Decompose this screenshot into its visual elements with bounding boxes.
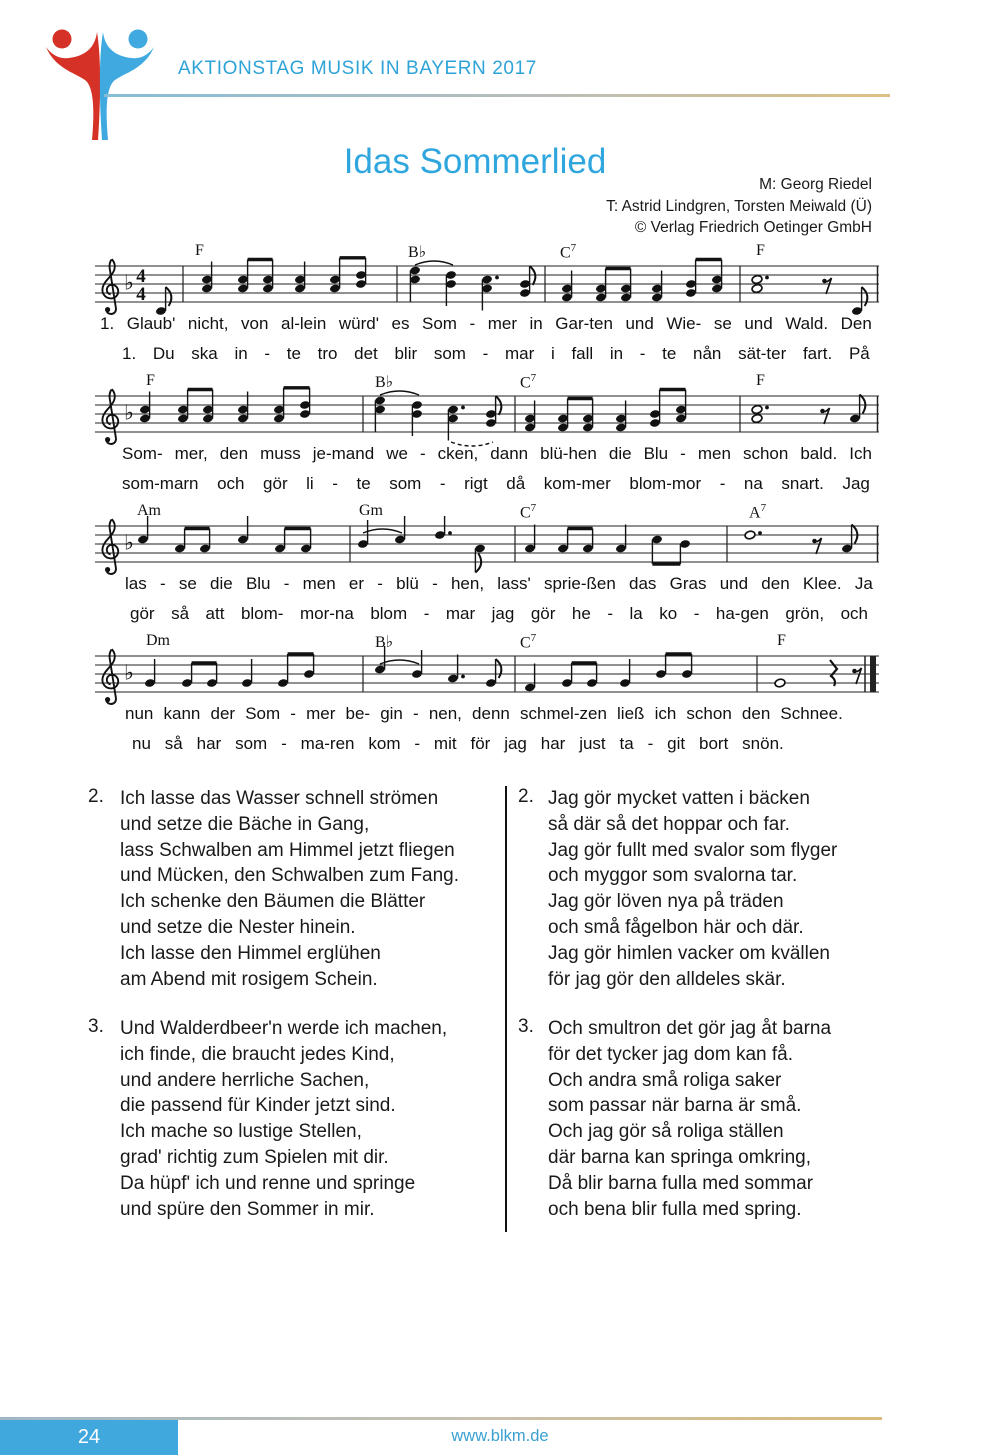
lyrics-line-german: [100, 314, 872, 334]
lyric-syllable: grön,: [785, 604, 825, 623]
chord-symbol: Gm: [359, 502, 383, 519]
lyric-syllable: jag: [491, 604, 515, 623]
lyric-syllable: schon: [686, 704, 732, 723]
lyric-syllable: Glaub': [126, 314, 176, 333]
lyric-syllable: ta: [619, 734, 634, 753]
lyric-syllable: mor-na: [299, 604, 354, 623]
verse-line: och bena blir fulla med spring.: [548, 1198, 802, 1220]
lyric-syllable: som: [235, 734, 268, 753]
lyric-syllable: -: [482, 344, 489, 363]
lyric-syllable: för: [470, 734, 491, 753]
lyric-syllable: tro: [317, 344, 338, 363]
aktionstag-logo: [44, 26, 156, 144]
eighth-flag: [860, 395, 866, 414]
eighth-rest: [824, 408, 830, 424]
eighth-rest: [826, 278, 832, 294]
lyric-syllable: cken,: [437, 444, 479, 463]
notehead: [751, 405, 762, 415]
lyric-syllable: und: [719, 574, 749, 593]
lyric-syllable: men: [697, 444, 731, 463]
verse-line: Jag gör löven nya på träden: [548, 891, 784, 913]
lyric-syllable: den: [761, 574, 790, 593]
lyric-syllable: har: [196, 734, 222, 753]
verse-line: und Mücken, den Schwalben zum Fang.: [120, 865, 460, 887]
footer-url: www.blkm.de: [451, 1427, 549, 1445]
chord-symbol: F: [777, 632, 786, 649]
credit-text: T: Astrid Lindgren, Torsten Meiwald (Ü): [606, 197, 872, 215]
flat-sign: ♭: [124, 530, 134, 555]
lyric-syllable: blü-hen: [540, 444, 597, 463]
lyric-syllable: Gar-ten: [555, 314, 613, 333]
lyric-syllable: ich: [654, 704, 677, 723]
time-signature: 4: [136, 266, 146, 287]
lyric-syllable: Schnee.: [780, 704, 843, 723]
chord-extension: 7: [570, 242, 577, 254]
eighth-flag: [496, 659, 502, 678]
lyrics-line-german: [125, 574, 873, 594]
chord-symbol: B♭: [408, 244, 427, 261]
verse-line: Och smultron det gör jag åt barna: [548, 1018, 832, 1039]
lyric-syllable: denn: [472, 704, 510, 723]
credits-block: [606, 174, 872, 239]
lyric-syllable: -: [264, 344, 271, 363]
eighth-rest: [816, 538, 822, 554]
notehead: [751, 284, 762, 294]
lyric-syllable: det: [354, 344, 378, 363]
verse-line: Jag gör mycket vatten i bäcken: [548, 788, 810, 809]
lyric-syllable: nen,: [428, 704, 462, 723]
verse-line: ich finde, die braucht jedes Kind,: [120, 1043, 395, 1065]
slur: [380, 391, 419, 395]
lyric-syllable: von: [241, 314, 269, 333]
verse3-swedish: [548, 1016, 831, 1222]
chord-symbol: F: [146, 372, 155, 389]
page-number: 24: [77, 1426, 101, 1448]
lyric-syllable: be-: [345, 704, 371, 723]
chord-extension: 7: [760, 502, 767, 514]
lyric-syllable: blom-mor: [629, 474, 702, 493]
chord-symbol: Dm: [146, 632, 170, 649]
logo-blue-head: [129, 30, 148, 49]
logo-red-head: [53, 30, 72, 49]
time-signature: 4: [136, 284, 146, 305]
verse-line: och små fågelbon här och där.: [548, 916, 804, 938]
verse-line: Och jag gör så roliga ställen: [548, 1121, 784, 1143]
lyric-syllable: er: [348, 574, 365, 593]
lyric-syllable: te: [286, 344, 301, 363]
lyric-syllable: Ja: [854, 574, 873, 593]
lyric-syllable: Den: [840, 314, 872, 333]
treble-clef-icon: [102, 649, 118, 704]
verse-line: Ich schenke den Bäumen die Blätter: [120, 891, 426, 913]
chord-symbol: $C^7$: [520, 632, 537, 652]
lyric-syllable: snön.: [742, 734, 784, 753]
staff-system-2: [95, 386, 881, 450]
lyric-syllable: -: [607, 604, 613, 623]
lyric-syllable: Du: [152, 344, 175, 363]
chord-symbol: B♭: [375, 634, 394, 651]
lyric-syllable: dann: [490, 444, 529, 463]
verse-line: und setze die Bäche in Gang,: [120, 813, 370, 835]
lyric-syllable: -: [281, 734, 287, 753]
staff-system-3: [95, 516, 881, 580]
lyric-syllable: att: [205, 604, 225, 623]
verse3-number-de: 3.: [88, 1016, 104, 1037]
lyric-syllable: -: [432, 574, 438, 593]
lyric-syllable: då: [506, 474, 526, 493]
lyric-syllable: i: [550, 344, 555, 363]
slur: [380, 660, 419, 664]
verse-line: und andere herrliche Sachen,: [120, 1069, 370, 1091]
verse-line: för det tycker jag dom kan få.: [548, 1043, 794, 1065]
lyric-syllable: -: [647, 734, 654, 753]
lyric-syllable: nun: [125, 704, 154, 723]
notehead: [744, 530, 755, 540]
lyric-syllable: blir: [394, 344, 418, 363]
verse-line: Ich mache so lustige Stellen,: [120, 1121, 362, 1143]
page-number-badge: [0, 1420, 178, 1455]
verse-line: som passar när barna är små.: [548, 1095, 802, 1117]
lyric-syllable: es: [391, 314, 410, 333]
lyric-syllable: På: [848, 344, 870, 363]
lyric-syllable: der: [210, 704, 236, 723]
lyric-syllable: he: [571, 604, 591, 623]
verse-line: Och andra små roliga saker: [548, 1069, 782, 1091]
verse-line: Ich lasse das Wasser schnell strömen: [120, 788, 439, 809]
lyric-syllable: -: [413, 704, 419, 723]
lyric-syllable: och: [840, 604, 868, 623]
lyric-syllable: Blu: [643, 444, 669, 463]
verse-line: och myggor som svalorna tar.: [548, 865, 798, 887]
lyric-syllable: und: [744, 314, 773, 333]
lyric-syllable: ha-gen: [715, 604, 769, 623]
credit-music: M: Georg Riedel: [759, 176, 872, 193]
chord-symbol: F: [756, 372, 765, 389]
lyric-syllable: in: [234, 344, 248, 363]
lyric-syllable: Som: [245, 704, 281, 723]
lyric-syllable: mit: [433, 734, 457, 753]
lyric-syllable: -: [423, 604, 430, 623]
lyric-syllable: Blu: [245, 574, 271, 593]
lyric-syllable: -: [414, 734, 421, 753]
lyric-syllable: snart.: [781, 474, 824, 493]
lyric-syllable: und: [625, 314, 654, 333]
lyric-syllable: je-mand: [312, 444, 375, 463]
lyric-syllable: kom: [368, 734, 401, 753]
lyric-syllable: kann: [163, 704, 201, 723]
lyric-syllable: -: [439, 474, 446, 493]
lyric-syllable: la: [629, 604, 643, 623]
chord-symbol: $A^7$: [749, 502, 767, 522]
lyric-syllable: mar: [445, 604, 476, 623]
lyric-syllable: blü: [396, 574, 419, 593]
verse2-german: [120, 786, 459, 992]
verse-line: Jag gör himlen vacker om kvällen: [548, 942, 830, 964]
lyric-syllable: Wald.: [785, 314, 829, 333]
lyric-syllable: se: [713, 314, 732, 333]
lyric-syllable: har: [540, 734, 566, 753]
lyric-syllable: -: [719, 474, 726, 493]
flat-sign: ♭: [124, 270, 134, 295]
chord-symbol: $C^7$: [560, 242, 577, 262]
lyric-syllable: jag: [504, 734, 527, 753]
lyric-syllable: men: [302, 574, 336, 593]
verse-line: där barna kan springa omkring,: [548, 1146, 811, 1168]
chord-symbol: F: [195, 242, 204, 259]
staff-system-1: [95, 256, 881, 320]
lyric-syllable: mer: [306, 704, 336, 723]
lyric-syllable: sät-ter: [738, 344, 787, 363]
lyric-syllable: die: [608, 444, 632, 463]
lyric-syllable: hen,: [450, 574, 485, 593]
lyric-syllable: schmel-zen: [519, 704, 607, 723]
lyric-syllable: -: [332, 474, 338, 493]
lyric-syllable: Som: [422, 314, 457, 333]
lyric-syllable: Klee.: [802, 574, 842, 593]
slur: [363, 529, 402, 533]
lyric-syllable: blom: [370, 604, 408, 623]
lyric-syllable: gin: [380, 704, 403, 723]
lyric-syllable: Ich: [849, 444, 872, 463]
lyric-syllable: te: [356, 474, 371, 493]
verse-line: Ich lasse den Himmel erglühen: [120, 942, 381, 964]
lyrics-line-german: [125, 704, 843, 724]
lyric-syllable: sprie-ßen: [543, 574, 616, 593]
lyrics-line-swedish: [132, 734, 784, 754]
chord-symbol: B♭: [375, 374, 394, 391]
lyric-syllable: den: [741, 704, 771, 723]
verse-line: die passend für Kinder jetzt sind.: [120, 1095, 396, 1117]
lyric-syllable: kom-mer: [543, 474, 611, 493]
lyrics-line-swedish: [130, 604, 868, 624]
verse3-number-sv: 3.: [518, 1016, 534, 1037]
lyric-syllable: na: [743, 474, 763, 493]
lyric-syllable: som: [389, 474, 422, 493]
lyric-syllable: och: [217, 474, 245, 493]
verse-line: grad' richtig zum Spielen mit dir.: [120, 1146, 389, 1168]
lyric-syllable: som: [433, 344, 466, 363]
treble-clef-icon: [102, 389, 118, 444]
notehead: [751, 414, 762, 424]
verse-line: Då blir barna fulla med sommar: [548, 1172, 814, 1194]
lyric-syllable: in: [529, 314, 543, 333]
lyric-syllable: som-marn: [122, 474, 199, 493]
lyric-syllable: -: [377, 574, 383, 593]
verse-line: Da hüpf' ich und renne und springe: [120, 1172, 416, 1194]
lyric-syllable: -: [419, 444, 426, 463]
lyrics-line-swedish: [122, 344, 870, 364]
lyric-syllable: fall: [571, 344, 594, 363]
lyric-syllable: 1.: [100, 314, 115, 333]
lyric-syllable: in: [609, 344, 624, 363]
treble-clef-icon: [102, 519, 118, 574]
lyric-syllable: gör: [130, 604, 155, 623]
verse3-german: [120, 1016, 447, 1222]
lyric-syllable: nicht,: [187, 314, 229, 333]
column-divider: [505, 786, 507, 1232]
eighth-flag: [862, 287, 868, 306]
verse-line: Jag gör fullt med svalor som flyger: [548, 839, 838, 861]
chord-symbol: F: [756, 242, 765, 259]
lyric-syllable: se: [178, 574, 197, 593]
lyric-syllable: te: [662, 344, 677, 363]
lyric-syllable: ska: [191, 344, 218, 363]
song-title: Idas Sommerlied: [343, 142, 607, 181]
lyric-syllable: bort: [699, 734, 729, 753]
lyric-syllable: git: [667, 734, 686, 753]
lyric-syllable: die: [210, 574, 233, 593]
lyric-syllable: -: [469, 314, 476, 333]
lyrics-line-german: [122, 444, 872, 464]
lyric-syllable: mer: [487, 314, 517, 333]
lyric-syllable: al-lein: [280, 314, 327, 333]
lyric-syllable: las: [125, 574, 147, 593]
logo-blue-figure: [100, 32, 154, 140]
lyric-syllable: Wie-: [666, 314, 702, 333]
eighth-flag: [166, 287, 172, 306]
lyric-syllable: ließ: [617, 704, 645, 723]
lyric-syllable: just: [579, 734, 606, 753]
chord-symbol: $C^7$: [520, 502, 537, 522]
credit-copyright: © Verlag Friedrich Oetinger GmbH: [634, 219, 872, 236]
lyric-syllable: -: [159, 574, 166, 593]
quarter-rest: [830, 660, 837, 686]
header-rule: [104, 94, 890, 97]
lyric-syllable: ko: [659, 604, 678, 623]
verse-line: så där så det hoppar och far.: [548, 813, 790, 835]
lyric-syllable: -: [680, 444, 686, 463]
lyric-syllable: nån: [693, 344, 722, 363]
lyric-syllable: lass': [497, 574, 531, 593]
staff-system-4: [95, 646, 881, 710]
lyric-syllable: rigt: [464, 474, 488, 493]
lyric-syllable: ma-ren: [300, 734, 355, 753]
logo-red-figure: [46, 32, 100, 140]
lyric-syllable: -: [639, 344, 646, 363]
verse-line: för jag gör den alldeles skär.: [548, 968, 786, 990]
lyric-syllable: li: [306, 474, 314, 493]
lyric-syllable: mer,: [174, 444, 208, 463]
verse2-number-sv: 2.: [518, 786, 534, 807]
verse2-number-de: 2.: [88, 786, 104, 807]
lyric-syllable: fart.: [802, 344, 833, 363]
lyric-syllable: gör: [263, 474, 288, 493]
lyric-syllable: bald.: [800, 444, 838, 463]
slur: [415, 261, 453, 265]
verse2-swedish: [548, 786, 837, 992]
lyric-syllable: mar: [505, 344, 535, 363]
flat-sign: ♭: [124, 400, 134, 425]
lyric-syllable: muss: [260, 444, 301, 463]
lyric-syllable: -: [283, 574, 290, 593]
chord-symbol: $C^7$: [520, 372, 537, 392]
chord-extension: 7: [530, 502, 537, 514]
lyric-syllable: 1.: [122, 344, 137, 363]
verse-line: und spüre den Sommer in mir.: [120, 1198, 375, 1220]
notehead: [751, 275, 762, 285]
lyric-syllable: så: [171, 604, 190, 623]
eighth-flag: [852, 525, 858, 544]
lyric-syllable: Gras: [669, 574, 707, 593]
treble-clef-icon: [102, 259, 118, 314]
lyric-syllable: würd': [338, 314, 379, 333]
lyric-syllable: -: [290, 704, 296, 723]
lyric-syllable: gör: [530, 604, 556, 623]
chord-symbol: Am: [137, 502, 161, 519]
verse-line: und setze die Nester hinein.: [120, 916, 356, 938]
lyric-syllable: we: [386, 444, 408, 463]
lyric-syllable: nu: [132, 734, 151, 753]
verse-line: am Abend mit rosigem Schein.: [120, 968, 378, 990]
lyric-syllable: blom-: [240, 604, 284, 623]
flat-sign: ♭: [124, 660, 134, 685]
lyric-syllable: Jag: [842, 474, 870, 493]
verse-line: lass Schwalben am Himmel jetzt fliegen: [120, 839, 455, 861]
eighth-rest: [856, 668, 862, 684]
lyric-syllable: den: [219, 444, 249, 463]
eighth-flag: [475, 554, 481, 573]
notehead: [774, 678, 785, 688]
lyric-syllable: das: [629, 574, 657, 593]
lyric-syllable: så: [164, 734, 183, 753]
lyric-syllable: schon: [742, 444, 789, 463]
lyrics-line-swedish: [122, 474, 870, 494]
lyric-syllable: Som-: [122, 444, 163, 463]
lyric-syllable: -: [693, 604, 700, 623]
chord-extension: 7: [530, 632, 537, 644]
verse-line: Und Walderdbeer'n werde ich machen,: [120, 1018, 448, 1039]
event-header-title: AKTIONSTAG MUSIK IN BAYERN 2017: [178, 58, 537, 79]
chord-extension: 7: [530, 372, 537, 384]
